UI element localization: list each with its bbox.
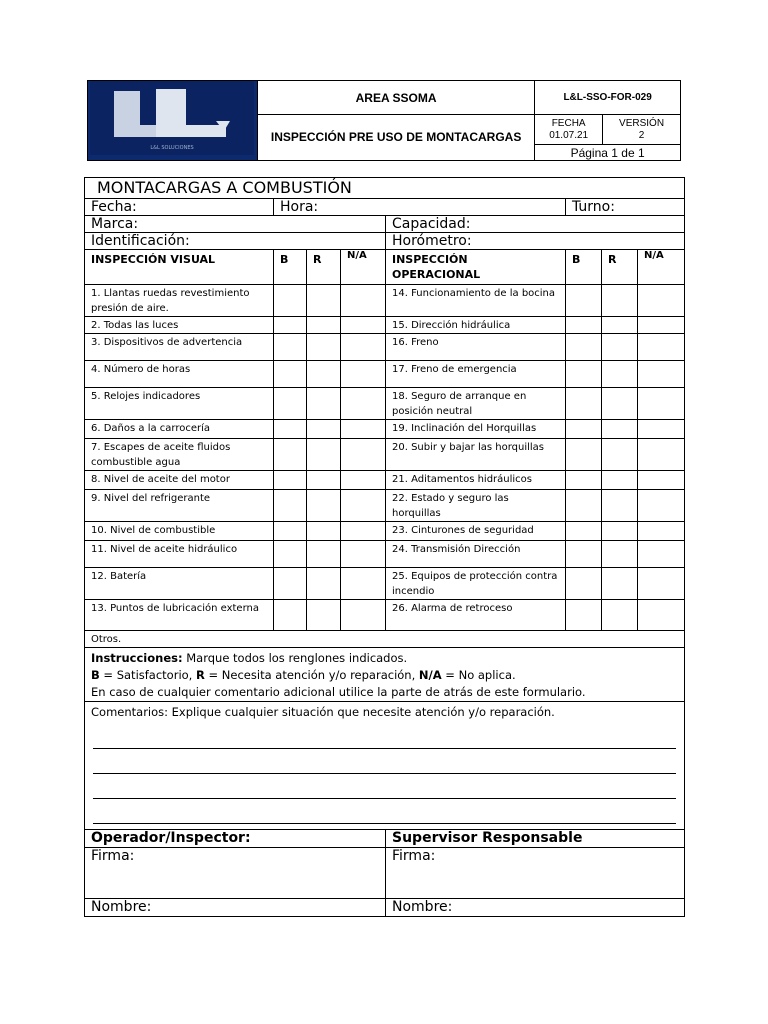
check-b-cell[interactable] — [566, 568, 602, 600]
item-label: 17. Freno de emergencia — [386, 361, 566, 388]
legend-b: B — [91, 668, 100, 682]
check-na-cell[interactable] — [341, 334, 386, 361]
table-row — [85, 317, 685, 334]
table-row — [85, 522, 685, 541]
check-r-cell[interactable] — [602, 420, 638, 439]
item-label: 13. Puntos de lubricación externa — [85, 600, 274, 631]
check-na-cell[interactable] — [638, 600, 685, 631]
check-b-cell[interactable] — [274, 568, 307, 600]
check-b-cell[interactable] — [274, 471, 307, 490]
check-r-cell[interactable] — [307, 490, 341, 522]
instr-line3: En caso de cualquier comentario adicional utilice la parte de atrás de este formulario. — [91, 685, 586, 699]
check-b-cell[interactable] — [274, 420, 307, 439]
comment-line[interactable] — [93, 749, 676, 774]
check-b-cell[interactable] — [274, 541, 307, 568]
check-b-cell[interactable] — [274, 490, 307, 522]
item-label: 12. Batería — [85, 568, 274, 600]
fecha-cell — [535, 115, 603, 145]
check-na-cell[interactable] — [638, 439, 685, 471]
inspection-items — [85, 285, 685, 631]
check-r-cell[interactable] — [307, 568, 341, 600]
company-logo — [88, 81, 258, 161]
check-b-cell[interactable] — [566, 361, 602, 388]
check-b-cell[interactable] — [274, 439, 307, 471]
check-r-cell[interactable] — [602, 388, 638, 420]
col-b-header: B — [274, 250, 307, 285]
comment-line[interactable] — [93, 724, 676, 749]
check-r-cell[interactable] — [602, 361, 638, 388]
check-b-cell[interactable] — [274, 522, 307, 541]
inspection-form — [84, 177, 685, 917]
fecha-value: 01.07.21 — [549, 129, 589, 141]
check-na-cell[interactable] — [638, 317, 685, 334]
check-na-cell[interactable] — [638, 420, 685, 439]
logo-graphic — [90, 81, 254, 155]
legend-r: R — [196, 668, 205, 682]
check-r-cell[interactable] — [602, 471, 638, 490]
check-na-cell[interactable] — [638, 522, 685, 541]
check-na-cell[interactable] — [341, 285, 386, 317]
form-title: INSPECCIÓN PRE USO DE MONTACARGAS — [257, 115, 534, 161]
document-header — [87, 80, 681, 161]
check-na-cell[interactable] — [341, 568, 386, 600]
table-row — [85, 285, 685, 317]
check-r-cell[interactable] — [307, 600, 341, 631]
check-b-cell[interactable] — [566, 334, 602, 361]
logo-tagline: L&L SOLUCIONES — [150, 145, 195, 151]
col-visual-header: INSPECCIÓN VISUAL — [85, 250, 274, 285]
legend-na: N/A — [418, 668, 442, 682]
operador-firma[interactable]: Firma: — [85, 848, 386, 899]
check-b-cell[interactable] — [274, 600, 307, 631]
supervisor-firma[interactable]: Firma: — [386, 848, 685, 899]
check-b-cell[interactable] — [566, 285, 602, 317]
check-na-cell[interactable] — [341, 471, 386, 490]
check-r-cell[interactable] — [307, 388, 341, 420]
item-label: 8. Nivel de aceite del motor — [85, 471, 274, 490]
legend-r-text: = Necesita atención y/o reparación, — [204, 668, 419, 682]
check-na-cell[interactable] — [341, 420, 386, 439]
horometro-field[interactable]: Horómetro: — [386, 233, 685, 250]
check-r-cell[interactable] — [307, 541, 341, 568]
check-b-cell[interactable] — [566, 522, 602, 541]
col-na-header: N/A — [341, 250, 386, 285]
check-b-cell[interactable] — [274, 388, 307, 420]
col-b-header: B — [566, 250, 602, 285]
item-label: 22. Estado y seguro las horquillas — [386, 490, 566, 522]
fecha-field[interactable]: Fecha: — [85, 199, 274, 216]
col-r-header: R — [307, 250, 341, 285]
operador-nombre[interactable]: Nombre: — [85, 899, 386, 917]
check-b-cell[interactable] — [566, 541, 602, 568]
version-cell — [603, 115, 681, 145]
version-value: 2 — [638, 129, 645, 141]
table-row — [85, 439, 685, 471]
table-row — [85, 541, 685, 568]
check-na-cell[interactable] — [341, 600, 386, 631]
page-number: Página 1 de 1 — [535, 145, 681, 161]
otros-field[interactable]: Otros. — [85, 631, 685, 648]
check-r-cell[interactable] — [307, 334, 341, 361]
check-r-cell[interactable] — [602, 490, 638, 522]
item-label: 14. Funcionamiento de la bocina — [386, 285, 566, 317]
check-b-cell[interactable] — [566, 600, 602, 631]
check-na-cell[interactable] — [638, 388, 685, 420]
item-label: 19. Inclinación del Horquillas — [386, 420, 566, 439]
turno-field[interactable]: Turno: — [566, 199, 685, 216]
check-na-cell[interactable] — [638, 568, 685, 600]
check-r-cell[interactable] — [307, 522, 341, 541]
check-b-cell[interactable] — [274, 334, 307, 361]
supervisor-nombre[interactable]: Nombre: — [386, 899, 685, 917]
check-na-cell[interactable] — [638, 471, 685, 490]
marca-field[interactable]: Marca: — [85, 216, 386, 233]
check-na-cell[interactable] — [341, 439, 386, 471]
capacidad-field[interactable]: Capacidad: — [386, 216, 685, 233]
identificacion-field[interactable]: Identificación: — [85, 233, 386, 250]
check-na-cell[interactable] — [638, 361, 685, 388]
check-na-cell[interactable] — [341, 541, 386, 568]
check-na-cell[interactable] — [638, 541, 685, 568]
instructions — [85, 648, 685, 702]
instr-text: Marque todos los renglones indicados. — [182, 651, 408, 665]
legend-na-text: = No aplica. — [441, 668, 516, 682]
hora-field[interactable]: Hora: — [274, 199, 566, 216]
table-row — [85, 568, 685, 600]
item-label: 16. Freno — [386, 334, 566, 361]
check-na-cell[interactable] — [341, 361, 386, 388]
check-r-cell[interactable] — [602, 600, 638, 631]
col-r-header: R — [602, 250, 638, 285]
table-row — [85, 600, 685, 631]
item-label: 10. Nivel de combustible — [85, 522, 274, 541]
document-code: L&L-SSO-FOR-029 — [535, 81, 681, 115]
table-row — [85, 388, 685, 420]
table-row — [85, 490, 685, 522]
item-label: 25. Equipos de protección contra incendio — [386, 568, 566, 600]
item-label: 24. Transmisión Dirección — [386, 541, 566, 568]
check-r-cell[interactable] — [307, 439, 341, 471]
check-b-cell[interactable] — [566, 471, 602, 490]
check-b-cell[interactable] — [566, 317, 602, 334]
comentarios-label: Comentarios: Explique cualquier situación que necesite atención y/o reparación. — [91, 705, 555, 719]
item-label: 3. Dispositivos de advertencia — [85, 334, 274, 361]
check-r-cell[interactable] — [602, 522, 638, 541]
check-r-cell[interactable] — [602, 568, 638, 600]
item-label: 26. Alarma de retroceso — [386, 600, 566, 631]
check-r-cell[interactable] — [307, 471, 341, 490]
form-section-title: MONTACARGAS A COMBUSTIÓN — [85, 178, 685, 199]
check-b-cell[interactable] — [566, 420, 602, 439]
version-label: VERSIÓN — [619, 117, 665, 129]
check-na-cell[interactable] — [341, 522, 386, 541]
comentarios-section — [85, 702, 685, 830]
item-label: 18. Seguro de arranque en posición neutral — [386, 388, 566, 420]
table-row — [85, 334, 685, 361]
check-na-cell[interactable] — [638, 490, 685, 522]
check-b-cell[interactable] — [274, 317, 307, 334]
check-na-cell[interactable] — [341, 388, 386, 420]
col-operacional-header: INSPECCIÓN OPERACIONAL — [386, 250, 566, 285]
check-b-cell[interactable] — [274, 361, 307, 388]
col-na-header: N/A — [638, 250, 685, 285]
check-r-cell[interactable] — [602, 439, 638, 471]
area-title: AREA SSOMA — [257, 81, 534, 115]
item-label: 15. Dirección hidráulica — [386, 317, 566, 334]
check-r-cell[interactable] — [307, 317, 341, 334]
operador-header: Operador/Inspector: — [85, 830, 386, 848]
check-r-cell[interactable] — [307, 285, 341, 317]
table-row — [85, 361, 685, 388]
item-label: 11. Nivel de aceite hidráulico — [85, 541, 274, 568]
check-na-cell[interactable] — [638, 334, 685, 361]
comment-line[interactable] — [93, 774, 676, 799]
instr-label: Instrucciones: — [91, 651, 183, 665]
legend-b-text: = Satisfactorio, — [99, 668, 196, 682]
item-label: 1. Llantas ruedas revestimiento presión de aire. — [85, 285, 274, 317]
table-row — [85, 471, 685, 490]
check-r-cell[interactable] — [602, 285, 638, 317]
check-r-cell[interactable] — [307, 361, 341, 388]
item-label: 9. Nivel del refrigerante — [85, 490, 274, 522]
comment-line[interactable] — [93, 799, 676, 824]
check-r-cell[interactable] — [602, 541, 638, 568]
item-label: 7. Escapes de aceite fluidos combustible agua — [85, 439, 274, 471]
item-label: 4. Número de horas — [85, 361, 274, 388]
check-r-cell[interactable] — [602, 317, 638, 334]
check-b-cell[interactable] — [566, 490, 602, 522]
check-r-cell[interactable] — [602, 334, 638, 361]
supervisor-header: Supervisor Responsable — [386, 830, 685, 848]
check-b-cell[interactable] — [274, 285, 307, 317]
item-label: 5. Relojes indicadores — [85, 388, 274, 420]
item-label: 6. Daños a la carrocería — [85, 420, 274, 439]
check-b-cell[interactable] — [566, 388, 602, 420]
item-label: 20. Subir y bajar las horquillas — [386, 439, 566, 471]
fecha-label: FECHA — [551, 117, 586, 129]
check-na-cell[interactable] — [341, 490, 386, 522]
item-label: 21. Aditamentos hidráulicos — [386, 471, 566, 490]
check-r-cell[interactable] — [307, 420, 341, 439]
item-label: 23. Cinturones de seguridad — [386, 522, 566, 541]
table-row — [85, 420, 685, 439]
check-na-cell[interactable] — [638, 285, 685, 317]
check-na-cell[interactable] — [341, 317, 386, 334]
check-b-cell[interactable] — [566, 439, 602, 471]
item-label: 2. Todas las luces — [85, 317, 274, 334]
